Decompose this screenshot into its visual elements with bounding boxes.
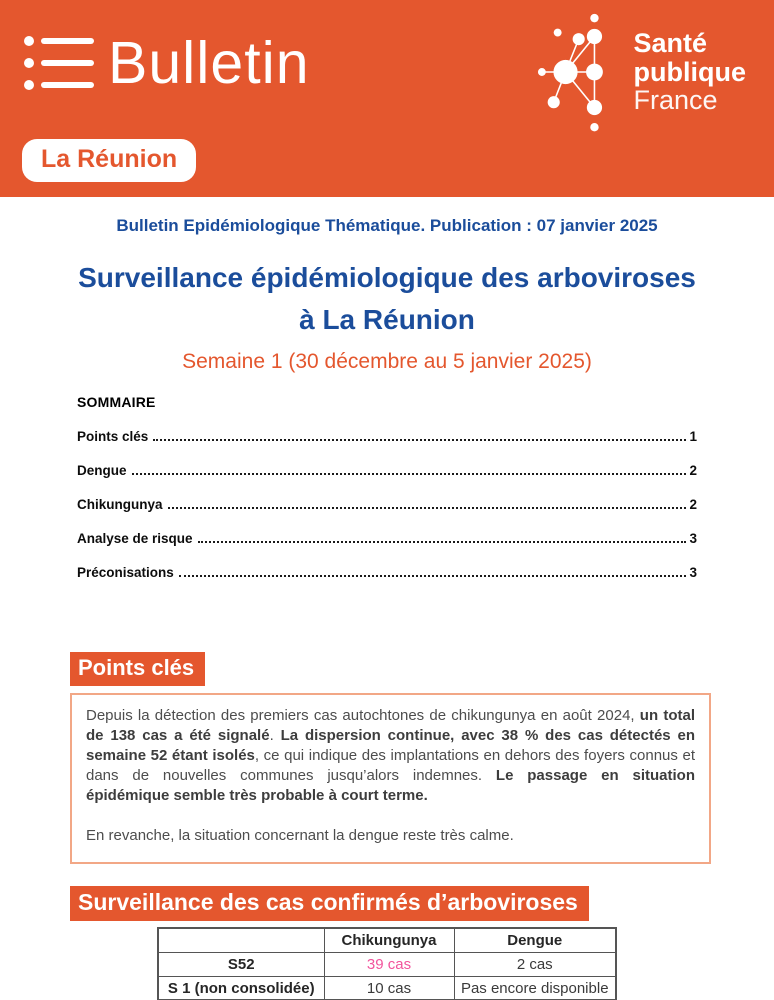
toc-entry-label: Préconisations	[77, 565, 174, 580]
table-cell: 39 cas	[324, 952, 454, 976]
table-cell: 2 cas	[454, 952, 616, 976]
key-points-bold-segment: La dispersion continue, avec 38 % des cas détectés en semaine 52 étant isolés	[86, 727, 695, 765]
publication-line: Bulletin Epidémiologique Thématique. Publication : 07 janvier 2025	[116, 216, 658, 235]
page-title	[0, 257, 774, 341]
toc-entry-label: Points clés	[77, 429, 149, 444]
week-subtitle: Semaine 1 (30 décembre au 5 janvier 2025)	[182, 350, 592, 373]
bulletin-logo	[24, 29, 310, 96]
toc-entry[interactable]	[77, 463, 697, 478]
key-points-paragraph-2: En revanche, la situation concernant la dengue reste très calme.	[86, 827, 514, 845]
table-row-label: S 1 (non consolidée)	[158, 976, 324, 1000]
spf-logo-line1: Santé	[633, 28, 708, 59]
toc-entry-page: 2	[689, 463, 697, 478]
list-icon	[24, 32, 94, 94]
toc-entry-page: 1	[689, 429, 697, 444]
toc-dot-leader	[179, 575, 687, 577]
bulletin-logo-text: Bulletin	[108, 29, 310, 96]
toc-entry-label: Analyse de risque	[77, 531, 193, 546]
table-column-header: Chikungunya	[324, 928, 454, 952]
table-body	[158, 952, 616, 1000]
key-points-text-segment: .	[269, 727, 281, 745]
toc-entry-label: Dengue	[77, 463, 127, 478]
page-title-line2: à La Réunion	[299, 304, 475, 335]
toc-dot-leader	[153, 439, 686, 441]
table-cell: 10 cas	[324, 976, 454, 1000]
spf-logo-text	[634, 29, 746, 115]
key-points-bold-segment: Le passage en situation épidémique semble très probable à court terme.	[86, 767, 695, 805]
region-badge: La Réunion	[22, 139, 196, 182]
toc-entry-page: 3	[689, 565, 697, 580]
spf-network-icon	[534, 10, 626, 134]
toc-entry-page: 3	[689, 531, 697, 546]
toc-dot-leader	[198, 541, 687, 543]
toc-entry[interactable]	[77, 565, 697, 580]
key-points-paragraph-1	[86, 706, 695, 806]
toc-entry-page: 2	[689, 497, 697, 512]
section-heading-surveillance: Surveillance des cas confirmés d’arboviroses	[70, 886, 589, 921]
table-column-header	[158, 928, 324, 952]
key-points-text-segment: Depuis la détection des premiers cas autochtones de chikungunya en août 2024,	[86, 707, 640, 725]
table-column-header: Dengue	[454, 928, 616, 952]
table-header-row	[158, 928, 616, 952]
table-row-label: S52	[158, 952, 324, 976]
section-heading-points-cles: Points clés	[70, 652, 205, 686]
table-cell: Pas encore disponible	[454, 976, 616, 1000]
key-points-text-segment: , ce qui indique des implantations en dehors des foyers connus et dans de nouvelles communes jusqu’alors indemnes.	[86, 747, 695, 785]
toc-dot-leader	[132, 473, 687, 475]
sante-publique-france-logo	[534, 10, 746, 134]
key-points-box	[70, 693, 711, 864]
toc-entry[interactable]	[77, 531, 697, 546]
toc-entry[interactable]	[77, 497, 697, 512]
table-of-contents	[77, 394, 697, 580]
surveillance-table	[157, 927, 617, 1000]
toc-entry[interactable]	[77, 429, 697, 444]
spf-logo-line2: publique	[633, 56, 746, 87]
masthead	[0, 0, 774, 197]
key-points-bold-segment: un total de 138 cas a été signalé	[86, 707, 696, 745]
table-row	[158, 952, 616, 976]
toc-heading: SOMMAIRE	[77, 394, 156, 410]
spf-logo-line3: France	[633, 85, 718, 116]
page-title-line1: Surveillance épidémiologique des arboviroses	[78, 262, 696, 293]
toc-list	[77, 429, 697, 580]
toc-entry-label: Chikungunya	[77, 497, 163, 512]
table-row	[158, 976, 616, 1000]
toc-dot-leader	[168, 507, 687, 509]
